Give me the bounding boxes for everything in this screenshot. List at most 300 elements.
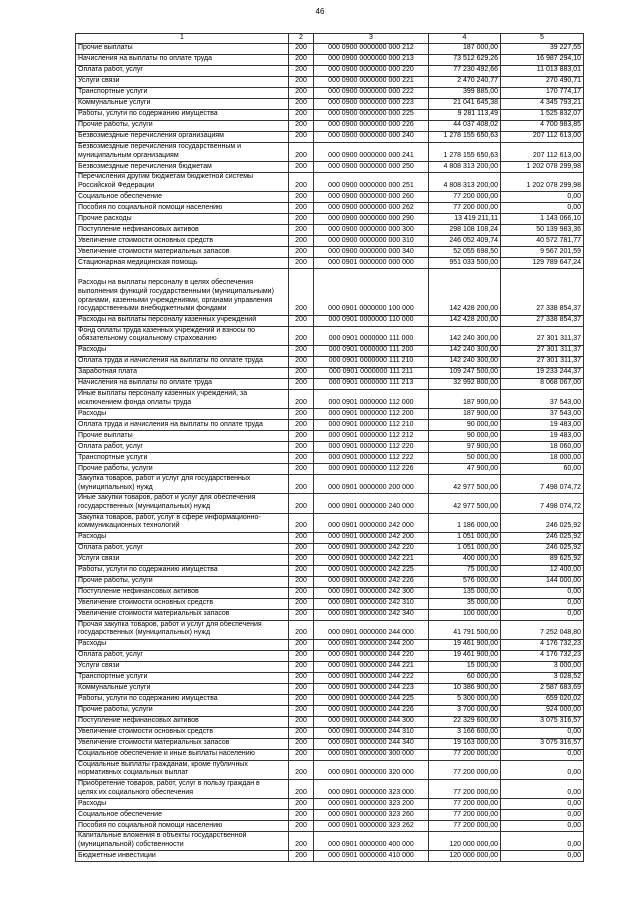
table-row [76, 683, 584, 694]
amount-col5-cell: 0,00 [501, 598, 584, 609]
column-number-header: 5 [501, 34, 584, 44]
classification-code-cell: 000 0901 0000000 400 000 [314, 832, 429, 851]
classification-code-cell: 000 0901 0000000 240 000 [314, 494, 429, 513]
classification-code-cell: 000 0900 0000000 000 300 [314, 225, 429, 236]
amount-col5-cell: 27 301 311,37 [501, 356, 584, 367]
amount-col5-cell: 0,00 [501, 760, 584, 779]
amount-col4-cell: 77 200 000,00 [429, 192, 501, 203]
table-row [76, 513, 584, 532]
row-name-cell: Приобретение товаров, работ, услуг в пользу граждан в целях их социального обеспечения [76, 780, 289, 799]
line-code-cell: 200 [289, 609, 314, 620]
classification-code-cell: 000 0900 0000000 000 340 [314, 247, 429, 258]
line-code-cell: 200 [289, 683, 314, 694]
row-name-cell: Оплата работ, услуг [76, 650, 289, 661]
classification-code-cell: 000 0901 0000000 112 000 [314, 389, 429, 408]
row-name-cell: Оплата труда и начисления на выплаты по оплате труда [76, 356, 289, 367]
amount-col5-cell: 659 020,02 [501, 694, 584, 705]
row-name-cell: Прочие работы, услуги [76, 705, 289, 716]
amount-col4-cell: 187 900,00 [429, 409, 501, 420]
column-number-header: 1 [76, 34, 289, 44]
classification-code-cell: 000 0901 0000000 323 000 [314, 780, 429, 799]
table-row [76, 821, 584, 832]
row-name-cell: Расходы [76, 532, 289, 543]
line-code-cell: 200 [289, 110, 314, 121]
row-name-cell: Начисления на выплаты по оплате труда [76, 55, 289, 66]
amount-col4-cell: 3 700 000,00 [429, 705, 501, 716]
amount-col5-cell: 170 774,17 [501, 88, 584, 99]
amount-col4-cell: 22 329 600,00 [429, 716, 501, 727]
amount-col5-cell: 246 025,92 [501, 532, 584, 543]
row-name-cell: Работы, услуги по содержанию имущества [76, 110, 289, 121]
line-code-cell: 200 [289, 760, 314, 779]
classification-code-cell: 000 0900 0000000 000 222 [314, 88, 429, 99]
row-name-cell: Пособия по социальной помощи населению [76, 203, 289, 214]
table-row [76, 247, 584, 258]
row-name-cell: Прочие работы, услуги [76, 576, 289, 587]
classification-code-cell: 000 0901 0000000 242 225 [314, 565, 429, 576]
amount-col4-cell: 187 000,00 [429, 44, 501, 55]
amount-col5-cell: 27 338 854,37 [501, 269, 584, 315]
line-code-cell: 200 [289, 810, 314, 821]
amount-col5-cell: 3 000,00 [501, 661, 584, 672]
classification-code-cell: 000 0901 0000000 244 310 [314, 727, 429, 738]
line-code-cell: 200 [289, 225, 314, 236]
row-name-cell: Работы, услуги по содержанию имущества [76, 694, 289, 705]
amount-col4-cell: 400 000,00 [429, 554, 501, 565]
table-row [76, 389, 584, 408]
table-row [76, 716, 584, 727]
line-code-cell: 200 [289, 173, 314, 192]
line-code-cell: 200 [289, 66, 314, 77]
table-row [76, 121, 584, 132]
amount-col5-cell: 18 000,00 [501, 453, 584, 464]
classification-code-cell: 000 0901 0000000 112 200 [314, 409, 429, 420]
line-code-cell: 200 [289, 326, 314, 345]
amount-col5-cell: 19 483,00 [501, 431, 584, 442]
table-row [76, 77, 584, 88]
amount-col4-cell: 77 200 000,00 [429, 749, 501, 760]
classification-code-cell: 000 0900 0000000 000 220 [314, 66, 429, 77]
classification-code-cell: 000 0901 0000000 244 000 [314, 620, 429, 639]
table-row [76, 780, 584, 799]
table-row [76, 650, 584, 661]
line-code-cell: 200 [289, 378, 314, 389]
column-number-header: 3 [314, 34, 429, 44]
amount-col5-cell: 0,00 [501, 587, 584, 598]
classification-code-cell: 000 0901 0000000 320 000 [314, 760, 429, 779]
line-code-cell: 200 [289, 121, 314, 132]
table-row [76, 464, 584, 475]
row-name-cell: Коммунальные услуги [76, 99, 289, 110]
amount-col5-cell: 3 075 316,57 [501, 738, 584, 749]
amount-col5-cell: 12 400,00 [501, 565, 584, 576]
amount-col4-cell: 41 791 500,00 [429, 620, 501, 639]
row-name-cell: Социальное обеспечение и иные выплаты населению [76, 749, 289, 760]
table-row [76, 609, 584, 620]
amount-col4-cell: 9 281 113,49 [429, 110, 501, 121]
classification-code-cell: 000 0901 0000000 323 260 [314, 810, 429, 821]
row-name-cell: Капитальные вложения в объекты государственной (муниципальной) собственности [76, 832, 289, 851]
table-row [76, 214, 584, 225]
table-row [76, 66, 584, 77]
line-code-cell: 200 [289, 77, 314, 88]
amount-col5-cell: 0,00 [501, 799, 584, 810]
table-row [76, 532, 584, 543]
line-code-cell: 200 [289, 464, 314, 475]
line-code-cell: 200 [289, 143, 314, 162]
line-code-cell: 200 [289, 832, 314, 851]
page-number: 46 [315, 7, 325, 16]
table-row [76, 639, 584, 650]
amount-col5-cell: 1 202 078 299,98 [501, 173, 584, 192]
classification-code-cell: 000 0900 0000000 000 212 [314, 44, 429, 55]
amount-col4-cell: 2 470 240,77 [429, 77, 501, 88]
amount-col4-cell: 90 000,00 [429, 431, 501, 442]
table-row [76, 851, 584, 862]
amount-col5-cell: 1 525 832,07 [501, 110, 584, 121]
table-row [76, 749, 584, 760]
table-row [76, 409, 584, 420]
amount-col4-cell: 1 186 000,00 [429, 513, 501, 532]
classification-code-cell: 000 0901 0000000 242 220 [314, 543, 429, 554]
amount-col4-cell: 50 000,00 [429, 453, 501, 464]
classification-code-cell: 000 0900 0000000 000 213 [314, 55, 429, 66]
amount-col5-cell: 50 139 983,36 [501, 225, 584, 236]
amount-col5-cell: 246 025,92 [501, 513, 584, 532]
classification-code-cell: 000 0901 0000000 323 200 [314, 799, 429, 810]
classification-code-cell: 000 0901 0000000 244 300 [314, 716, 429, 727]
line-code-cell: 200 [289, 442, 314, 453]
line-code-cell: 200 [289, 780, 314, 799]
table-row [76, 661, 584, 672]
classification-code-cell: 000 0901 0000000 244 221 [314, 661, 429, 672]
column-number-row [76, 34, 584, 44]
table-row [76, 225, 584, 236]
table-row [76, 727, 584, 738]
classification-code-cell: 000 0900 0000000 000 221 [314, 77, 429, 88]
line-code-cell: 200 [289, 99, 314, 110]
row-name-cell: Закупка товаров, работ и услуг для государственных (муниципальных) нужд [76, 475, 289, 494]
amount-col5-cell: 19 483,00 [501, 420, 584, 431]
line-code-cell: 200 [289, 315, 314, 326]
amount-col5-cell: 3 075 316,57 [501, 716, 584, 727]
row-name-cell: Фонд оплаты труда казенных учреждений и взносы по обязательному социальному страхованию [76, 326, 289, 345]
line-code-cell: 200 [289, 554, 314, 565]
amount-col5-cell: 0,00 [501, 821, 584, 832]
classification-code-cell: 000 0900 0000000 000 260 [314, 192, 429, 203]
amount-col4-cell: 576 000,00 [429, 576, 501, 587]
line-code-cell: 200 [289, 543, 314, 554]
line-code-cell: 200 [289, 694, 314, 705]
classification-code-cell: 000 0901 0000000 111 211 [314, 367, 429, 378]
table-row [76, 192, 584, 203]
table-row [76, 453, 584, 464]
amount-col4-cell: 75 000,00 [429, 565, 501, 576]
table-row [76, 705, 584, 716]
row-name-cell: Закупка товаров, работ, услуг в сфере информационно- коммуникационных технологий [76, 513, 289, 532]
amount-col4-cell: 1 278 155 650,63 [429, 132, 501, 143]
line-code-cell: 200 [289, 565, 314, 576]
classification-code-cell: 000 0901 0000000 244 222 [314, 672, 429, 683]
row-name-cell: Бюджетные инвестиции [76, 851, 289, 862]
line-code-cell: 200 [289, 716, 314, 727]
amount-col5-cell: 60,00 [501, 464, 584, 475]
line-code-cell: 200 [289, 576, 314, 587]
row-name-cell: Прочие выплаты [76, 431, 289, 442]
line-code-cell: 200 [289, 620, 314, 639]
table-row [76, 99, 584, 110]
line-code-cell: 200 [289, 389, 314, 408]
amount-col5-cell: 89 625,92 [501, 554, 584, 565]
line-code-cell: 200 [289, 88, 314, 99]
amount-col4-cell: 35 000,00 [429, 598, 501, 609]
table-row [76, 832, 584, 851]
table-row [76, 494, 584, 513]
table-body [76, 44, 584, 862]
classification-code-cell: 000 0900 0000000 000 290 [314, 214, 429, 225]
amount-col5-cell: 37 543,00 [501, 389, 584, 408]
table-row [76, 760, 584, 779]
column-number-header: 2 [289, 34, 314, 44]
classification-code-cell: 000 0900 0000000 000 223 [314, 99, 429, 110]
amount-col4-cell: 19 461 900,00 [429, 639, 501, 650]
classification-code-cell: 000 0901 0000000 111 213 [314, 378, 429, 389]
amount-col4-cell: 142 240 300,00 [429, 345, 501, 356]
line-code-cell: 200 [289, 420, 314, 431]
amount-col4-cell: 13 419 211,11 [429, 214, 501, 225]
classification-code-cell: 000 0901 0000000 242 340 [314, 609, 429, 620]
line-code-cell: 200 [289, 214, 314, 225]
row-name-cell: Расходы [76, 345, 289, 356]
classification-code-cell: 000 0901 0000000 000 000 [314, 258, 429, 269]
table-row [76, 565, 584, 576]
amount-col4-cell: 19 461 900,00 [429, 650, 501, 661]
amount-col4-cell: 4 808 313 200,00 [429, 173, 501, 192]
row-name-cell: Увеличение стоимости материальных запасов [76, 247, 289, 258]
classification-code-cell: 000 0900 0000000 000 240 [314, 132, 429, 143]
row-name-cell: Увеличение стоимости основных средств [76, 236, 289, 247]
row-name-cell: Поступление нефинансовых активов [76, 587, 289, 598]
table-row [76, 258, 584, 269]
row-name-cell: Социальное обеспечение [76, 192, 289, 203]
row-name-cell: Безвозмездные перечисления организациям [76, 132, 289, 143]
amount-col5-cell: 1 143 066,10 [501, 214, 584, 225]
line-code-cell: 200 [289, 453, 314, 464]
line-code-cell: 200 [289, 269, 314, 315]
line-code-cell: 200 [289, 727, 314, 738]
table-row [76, 55, 584, 66]
classification-code-cell: 000 0901 0000000 112 222 [314, 453, 429, 464]
amount-col4-cell: 42 977 500,00 [429, 475, 501, 494]
amount-col4-cell: 4 808 313 200,00 [429, 162, 501, 173]
line-code-cell: 200 [289, 705, 314, 716]
row-name-cell: Заработная плата [76, 367, 289, 378]
table-row [76, 132, 584, 143]
amount-col5-cell: 246 025,92 [501, 543, 584, 554]
amount-col4-cell: 951 033 500,00 [429, 258, 501, 269]
row-name-cell: Расходы на выплаты персоналу казенных учреждений [76, 315, 289, 326]
amount-col5-cell: 0,00 [501, 851, 584, 862]
line-code-cell: 200 [289, 672, 314, 683]
classification-code-cell: 000 0901 0000000 242 226 [314, 576, 429, 587]
classification-code-cell: 000 0900 0000000 000 262 [314, 203, 429, 214]
row-name-cell: Начисления на выплаты по оплате труда [76, 378, 289, 389]
classification-code-cell: 000 0901 0000000 244 200 [314, 639, 429, 650]
line-code-cell: 200 [289, 851, 314, 862]
table-row [76, 576, 584, 587]
line-code-cell: 200 [289, 650, 314, 661]
line-code-cell: 200 [289, 192, 314, 203]
classification-code-cell: 000 0901 0000000 244 226 [314, 705, 429, 716]
row-name-cell: Расходы [76, 639, 289, 650]
amount-col5-cell: 207 112 613,00 [501, 143, 584, 162]
classification-code-cell: 000 0901 0000000 111 200 [314, 345, 429, 356]
classification-code-cell: 000 0901 0000000 242 310 [314, 598, 429, 609]
amount-col4-cell: 120 000 000,00 [429, 832, 501, 851]
row-name-cell: Социальные выплаты гражданам, кроме публичных нормативных социальных выплат [76, 760, 289, 779]
table-row [76, 315, 584, 326]
classification-code-cell: 000 0901 0000000 112 210 [314, 420, 429, 431]
amount-col5-cell: 129 789 647,24 [501, 258, 584, 269]
classification-code-cell: 000 0901 0000000 112 226 [314, 464, 429, 475]
line-code-cell: 200 [289, 162, 314, 173]
amount-col4-cell: 77 200 000,00 [429, 760, 501, 779]
amount-col5-cell: 37 543,00 [501, 409, 584, 420]
amount-col4-cell: 5 300 000,00 [429, 694, 501, 705]
table-row [76, 345, 584, 356]
amount-col5-cell: 39 227,55 [501, 44, 584, 55]
classification-code-cell: 000 0901 0000000 244 340 [314, 738, 429, 749]
amount-col5-cell: 4 700 983,85 [501, 121, 584, 132]
line-code-cell: 200 [289, 367, 314, 378]
amount-col4-cell: 21 041 645,38 [429, 99, 501, 110]
table-row [76, 587, 584, 598]
amount-col5-cell: 7 252 048,80 [501, 620, 584, 639]
table-row [76, 44, 584, 55]
table-row [76, 173, 584, 192]
table-row [76, 110, 584, 121]
row-name-cell: Стационарная медицинская помощь [76, 258, 289, 269]
amount-col4-cell: 77 200 000,00 [429, 780, 501, 799]
amount-col5-cell: 7 498 074,72 [501, 475, 584, 494]
classification-code-cell: 000 0900 0000000 000 250 [314, 162, 429, 173]
amount-col4-cell: 100 000,00 [429, 609, 501, 620]
row-name-cell: Поступление нефинансовых активов [76, 716, 289, 727]
table-header [76, 34, 584, 44]
column-number-header: 4 [429, 34, 501, 44]
table-row [76, 620, 584, 639]
row-name-cell: Расходы [76, 409, 289, 420]
line-code-cell: 200 [289, 409, 314, 420]
line-code-cell: 200 [289, 587, 314, 598]
row-name-cell: Расходы на выплаты персоналу в целях обеспечения выполнения функций государственными (муниципальными) органами, казенными учреждениями, органами управления государственными внебюджетными фондами [76, 269, 289, 315]
amount-col4-cell: 77 200 000,00 [429, 810, 501, 821]
amount-col5-cell: 924 000,00 [501, 705, 584, 716]
classification-code-cell: 000 0900 0000000 000 226 [314, 121, 429, 132]
table-row [76, 420, 584, 431]
amount-col5-cell: 4 345 793,21 [501, 99, 584, 110]
row-name-cell: Социальное обеспечение [76, 810, 289, 821]
row-name-cell: Иные выплаты персоналу казенных учреждений, за исключением фонда оплаты труда [76, 389, 289, 408]
table-row [76, 810, 584, 821]
line-code-cell: 200 [289, 598, 314, 609]
line-code-cell: 200 [289, 513, 314, 532]
amount-col4-cell: 52 055 698,50 [429, 247, 501, 258]
amount-col5-cell: 18 060,00 [501, 442, 584, 453]
amount-col4-cell: 246 052 409,74 [429, 236, 501, 247]
amount-col4-cell: 77 200 000,00 [429, 799, 501, 810]
amount-col4-cell: 15 000,00 [429, 661, 501, 672]
amount-col5-cell: 144 000,00 [501, 576, 584, 587]
row-name-cell: Увеличение стоимости материальных запасов [76, 738, 289, 749]
amount-col5-cell: 0,00 [501, 192, 584, 203]
amount-col4-cell: 42 977 500,00 [429, 494, 501, 513]
line-code-cell: 200 [289, 639, 314, 650]
classification-code-cell: 000 0901 0000000 100 000 [314, 269, 429, 315]
table-row [76, 236, 584, 247]
amount-col5-cell: 27 301 311,37 [501, 345, 584, 356]
table-row [76, 203, 584, 214]
amount-col5-cell: 207 112 613,00 [501, 132, 584, 143]
line-code-cell: 200 [289, 247, 314, 258]
amount-col5-cell: 0,00 [501, 609, 584, 620]
amount-col4-cell: 120 000 000,00 [429, 851, 501, 862]
row-name-cell: Работы, услуги по содержанию имущества [76, 565, 289, 576]
classification-code-cell: 000 0900 0000000 000 310 [314, 236, 429, 247]
classification-code-cell: 000 0900 0000000 000 225 [314, 110, 429, 121]
classification-code-cell: 000 0901 0000000 242 200 [314, 532, 429, 543]
line-code-cell: 200 [289, 345, 314, 356]
amount-col4-cell: 135 000,00 [429, 587, 501, 598]
amount-col5-cell: 270 490,71 [501, 77, 584, 88]
amount-col5-cell: 16 987 294,10 [501, 55, 584, 66]
row-name-cell: Пособия по социальной помощи населению [76, 821, 289, 832]
amount-col5-cell: 4 176 732,23 [501, 650, 584, 661]
line-code-cell: 200 [289, 494, 314, 513]
amount-col4-cell: 10 386 900,00 [429, 683, 501, 694]
classification-code-cell: 000 0901 0000000 244 223 [314, 683, 429, 694]
table-row [76, 143, 584, 162]
amount-col4-cell: 1 051 000,00 [429, 543, 501, 554]
classification-code-cell: 000 0901 0000000 242 221 [314, 554, 429, 565]
classification-code-cell: 000 0901 0000000 242 300 [314, 587, 429, 598]
table-row [76, 88, 584, 99]
amount-col4-cell: 142 428 200,00 [429, 269, 501, 315]
table-row [76, 598, 584, 609]
amount-col4-cell: 187 900,00 [429, 389, 501, 408]
row-name-cell: Расходы [76, 799, 289, 810]
amount-col5-cell: 27 338 854,37 [501, 315, 584, 326]
amount-col5-cell: 9 567 201,59 [501, 247, 584, 258]
amount-col5-cell: 40 572 781,77 [501, 236, 584, 247]
table-row [76, 442, 584, 453]
amount-col4-cell: 73 512 629,26 [429, 55, 501, 66]
line-code-cell: 200 [289, 738, 314, 749]
table-row [76, 162, 584, 173]
classification-code-cell: 000 0901 0000000 244 220 [314, 650, 429, 661]
line-code-cell: 200 [289, 661, 314, 672]
amount-col4-cell: 44 037 408,02 [429, 121, 501, 132]
row-name-cell: Безвозмездные перечисления государственным и муниципальным организациям [76, 143, 289, 162]
classification-code-cell: 000 0901 0000000 410 000 [314, 851, 429, 862]
amount-col4-cell: 109 247 500,00 [429, 367, 501, 378]
row-name-cell: Увеличение стоимости материальных запасов [76, 609, 289, 620]
classification-code-cell: 000 0901 0000000 111 000 [314, 326, 429, 345]
classification-code-cell: 000 0901 0000000 244 225 [314, 694, 429, 705]
row-name-cell: Прочая закупка товаров, работ и услуг для обеспечения государственных (муниципальных) нужд [76, 620, 289, 639]
row-name-cell: Транспортные услуги [76, 453, 289, 464]
table-row [76, 269, 584, 315]
